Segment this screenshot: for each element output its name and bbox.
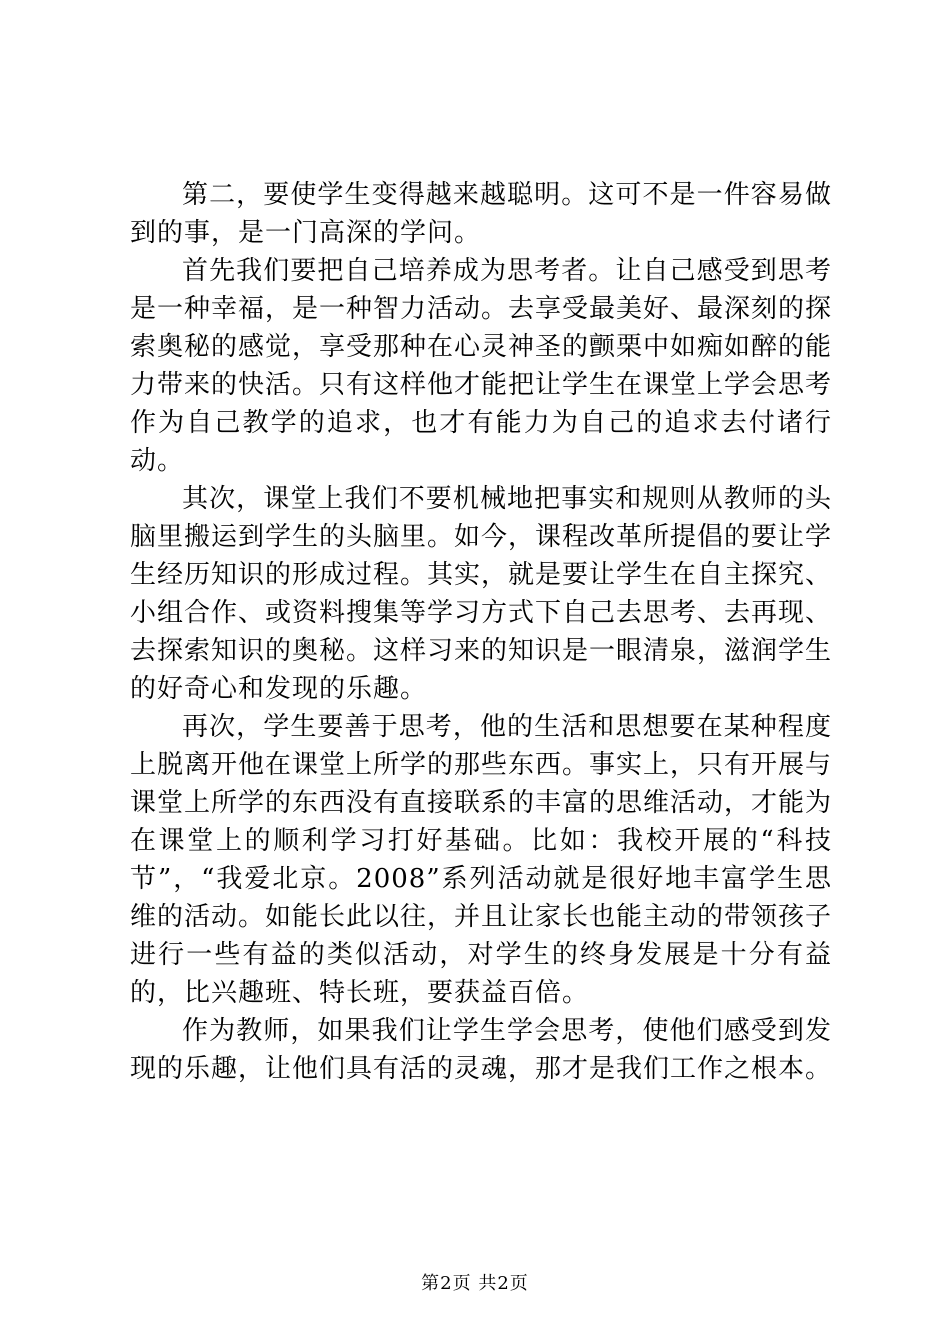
paragraph-5: 作为教师，如果我们让学生学会思考，使他们感受到发现的乐趣，让他们具有活的灵魂，那才是我们工作之根本。 [130,1016,833,1084]
paragraph-3: 其次，课堂上我们不要机械地把事实和规则从教师的头脑里搬运到学生的头脑里。如今，课程改革所提倡的要让学生经历知识的形成过程。其实，就是要让学生在自主探究、小组合作、或资料搜集等学习方式下自己去思考、去再现、去探索知识的奥秘。这样习来的知识是一眼清泉，滋润学生的好奇心和发现的乐趣。 [130,484,833,704]
paragraph-4: 再次，学生要善于思考，他的生活和思想要在某种程度上脱离开他在课堂上所学的那些东西。事实上，只有开展与课堂上所学的东西没有直接联系的丰富的思维活动，才能为在课堂上的顺利学习打好基础。比如：我校开展的“科技节”，“我爱北京。2008”系列活动就是很好地丰富学生思维的活动。如能长此以往，并且让家长也能主动的带领孩子进行一些有益的类似活动，对学生的终身发展是十分有益的，比兴趣班、特长班，要获益百倍。 [130,712,833,1008]
document-body [130,176,832,1088]
paragraph-2: 首先我们要把自己培养成为思考者。让自己感受到思考是一种幸福，是一种智力活动。去享受最美好、最深刻的探索奥秘的感觉，享受那种在心灵神圣的颤栗中如痴如醉的能力带来的快活。只有这样他才能把让学生在课堂上学会思考作为自己教学的追求，也才有能力为自己的追求去付诸行动。 [130,256,833,476]
page-number-footer: 第2页 共2页 [421,1273,529,1294]
paragraph-1: 第二，要使学生变得越来越聪明。这可不是一件容易做到的事，是一门高深的学问。 [130,180,832,248]
